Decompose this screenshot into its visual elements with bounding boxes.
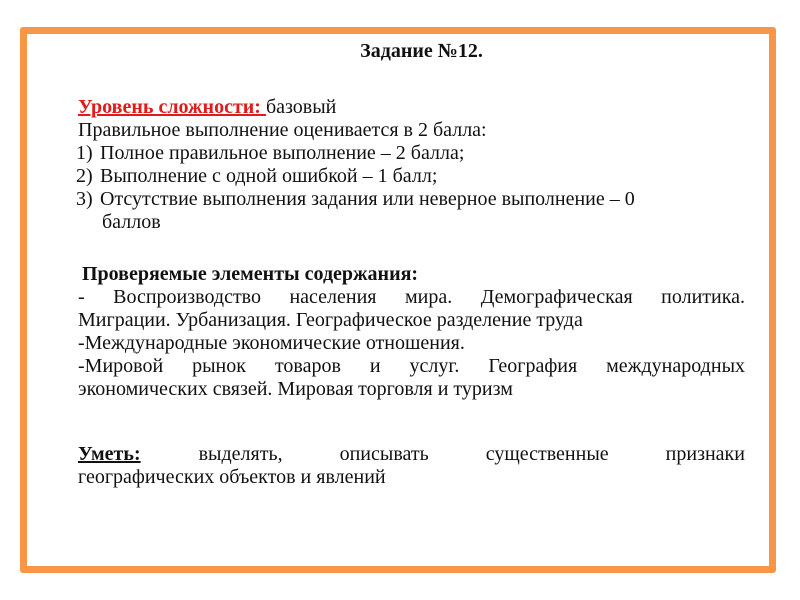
list-text: Полное правильное выполнение – 2 балла; [100,142,465,164]
content-line: экономических связей. Мировая торговля и туризм [78,378,513,400]
content-line: -Международные экономические отношения. [78,332,465,354]
skills-line-1 [78,443,745,466]
skills-block [78,443,745,489]
skills-label: Уметь: [78,443,141,465]
skills-word: существенные [485,443,609,465]
content-line: - Воспроизводство населения мира. Демографическая политика. [78,286,745,308]
scoring-item-1 [78,142,464,165]
task-title: Задание №12. [360,40,483,62]
content-line: -Мировой рынок товаров и услуг. География международных [78,355,745,377]
content-elements-list [78,286,745,401]
scoring-item-3 [78,188,635,211]
skills-text [199,443,745,466]
skills-word: признаки [665,443,745,465]
scoring-item-2 [78,165,437,188]
skills-word: описывать [339,443,429,465]
skills-line-2: географических объектов и явлений [78,466,386,488]
scoring-intro: Правильное выполнение оценивается в 2 балла: [78,119,487,141]
difficulty-line [78,96,336,119]
scoring-item-3-continuation: баллов [102,211,161,233]
content-line: Миграции. Урбанизация. Географическое разделение труда [78,309,583,331]
difficulty-label: Уровень сложности: [78,96,261,118]
difficulty-value: базовый [265,96,337,118]
content-elements-heading: Проверяемые элементы содержания: [82,263,419,285]
list-text: Отсутствие выполнения задания или неверное выполнение – 0 [100,188,635,210]
list-text: Выполнение с одной ошибкой – 1 балл; [100,165,438,187]
list-number: 3) [76,188,93,210]
skills-word: выделять, [198,443,283,465]
list-number: 1) [76,142,93,164]
list-number: 2) [76,165,93,187]
